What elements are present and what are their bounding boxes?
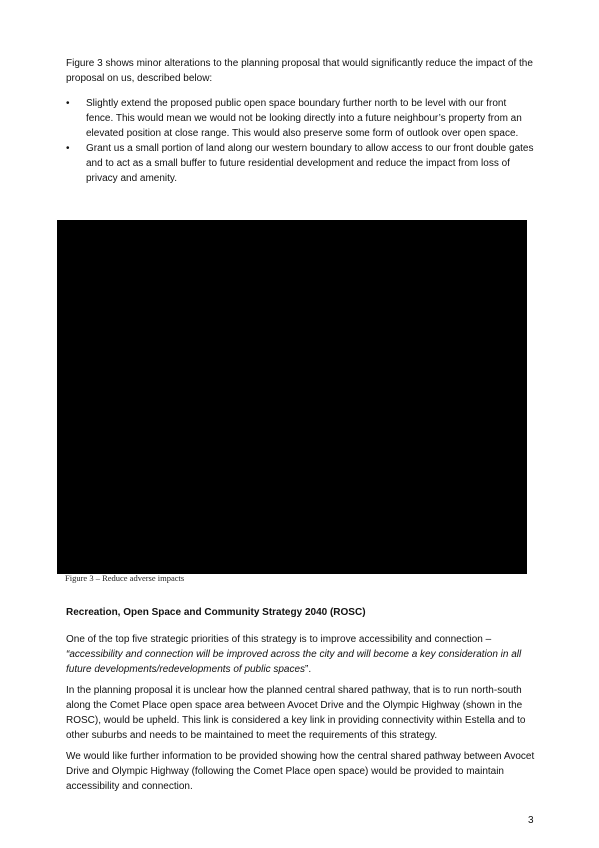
figure-3-image	[57, 220, 527, 574]
rosc-paragraph-1-lead: One of the top five strategic priorities of this strategy is to improve accessibility and connection –	[66, 634, 492, 645]
rosc-paragraph-3: We would like further information to be provided showing how the central shared pathway between Avocet Drive and Olympic Highway (following the Comet Place open space) would be provided to maintain accessibility and connection.	[66, 751, 535, 792]
bullet-text: Slightly extend the proposed public open space boundary further north to be level with our front fence. This would mean we would not be looking directly into a future neighbour’s property from an elevated position at close range. This would also preserve some form of outlook over open space.	[86, 98, 522, 139]
rosc-paragraph-2: In the planning proposal it is unclear how the planned central shared pathway, that is to run north-south along the Comet Place open space area between Avocet Drive and the Olympic Highway (shown in the ROSC), would be upheld. This link is considered a key link in providing connectivity within Estella and to other suburbs and needs to be maintained to meet the requirements of this strategy.	[66, 685, 526, 741]
rosc-paragraph-1	[66, 632, 536, 677]
page-number: 3	[528, 815, 534, 826]
list-item	[66, 96, 536, 141]
quote-end: ”.	[305, 664, 312, 675]
bullet-text: Grant us a small portion of land along our western boundary to allow access to our front double gates and to act as a small buffer to future residential development and reduce the impact from loss of privacy and amenity.	[86, 143, 534, 184]
list-item	[66, 141, 536, 186]
section-heading: Recreation, Open Space and Community Strategy 2040 (ROSC)	[66, 607, 366, 618]
figure-caption: Figure 3 – Reduce adverse impacts	[65, 573, 185, 583]
bullet-icon: •	[66, 143, 70, 154]
intro-paragraph: Figure 3 shows minor alterations to the planning proposal that would significantly reduce the impact of the proposal on us, described below:	[66, 58, 533, 84]
strategy-quote: “accessibility and connection will be improved across the city and will become a key consideration in all future developments/redevelopments of public spaces	[66, 649, 522, 675]
bullet-icon: •	[66, 98, 70, 109]
proposal-bullet-list	[66, 96, 536, 186]
